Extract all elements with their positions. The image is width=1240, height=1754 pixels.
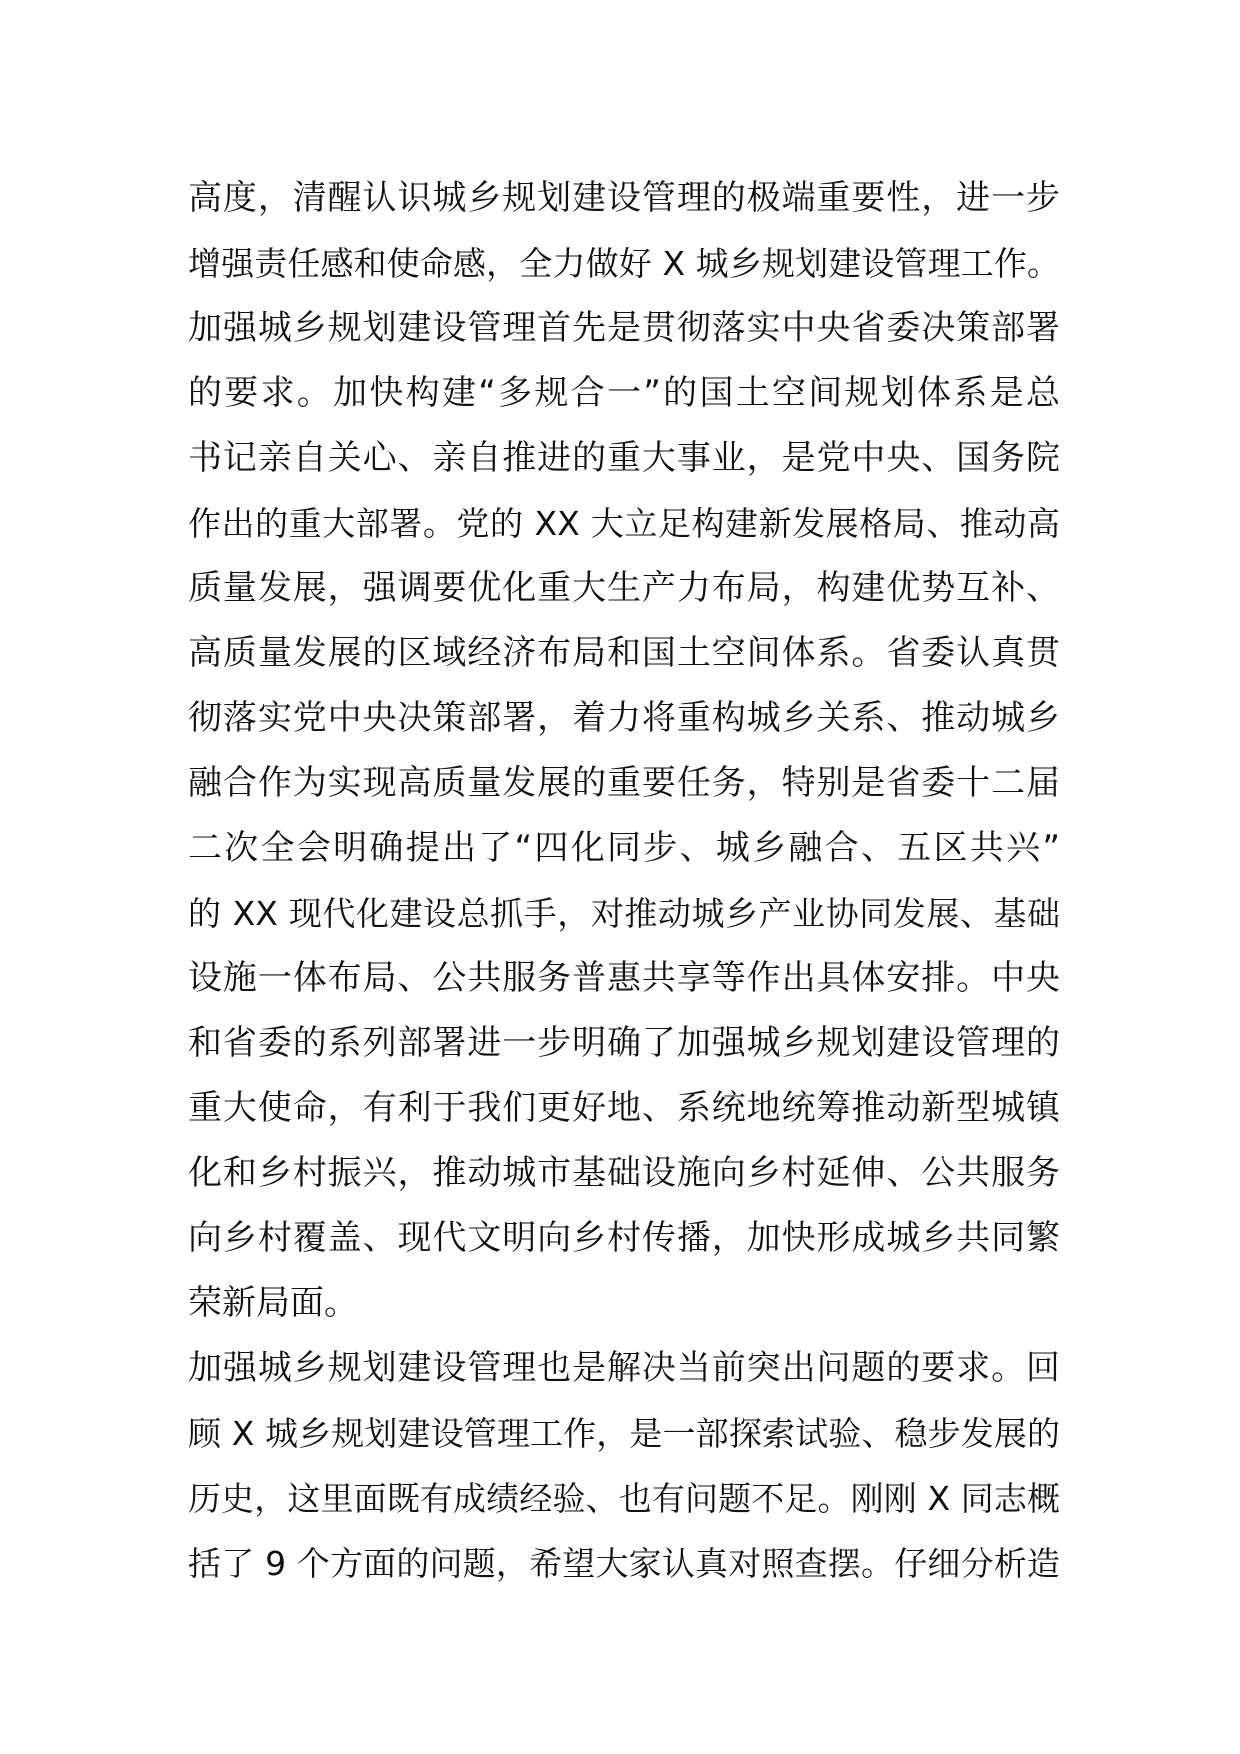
text-line: 高质量发展的区域经济布局和国土空间体系。省委认真贯 [188,633,1060,673]
text-line: 的 XX 现代化建设总抓手，对推动城乡产业协同发展、基础 [188,894,1060,933]
paragraph-1 [188,166,1060,296]
text-line: 设施一体布局、公共服务普惠共享等作出具体安排。中央 [188,958,1060,998]
text-line: 彻落实党中央决策部署，着力将重构城乡关系、推动城乡 [188,698,1060,738]
text-line: 荣新局面。 [188,1283,358,1323]
text-line: 增强责任感和使命感，全力做好 X 城乡规划建设管理工作。 [188,244,1060,283]
text-line: 重大使命，有利于我们更好地、系统地统筹推动新型城镇 [188,1088,1060,1128]
text-line: 向乡村覆盖、现代文明向乡村传播，加快形成城乡共同繁 [188,1218,1060,1258]
text-line: 质量发展，强调要优化重大生产力布局，构建优势互补、 [188,568,1060,608]
text-line: 顾 X 城乡规划建设管理工作，是一部探索试验、稳步发展的 [188,1414,1060,1453]
text-line: 书记亲自关心、亲自推进的重大事业，是党中央、国务院 [188,438,1060,478]
paragraph-2 [188,296,1060,1336]
text-line: 融合作为实现高质量发展的重要任务，特别是省委十二届 [188,763,1060,803]
text-line: 和省委的系列部署进一步明确了加强城乡规划建设管理的 [188,1023,1060,1063]
text-line: 加强城乡规划建设管理也是解决当前突出问题的要求。回 [188,1348,1060,1388]
text-line: 高度，清醒认识城乡规划建设管理的极端重要性，进一步 [188,178,1060,218]
text-line: 加强城乡规划建设管理首先是贯彻落实中央省委决策部署 [188,308,1060,348]
body-text [188,166,1060,1596]
text-line: 括了 9 个方面的问题，希望大家认真对照查摆。仔细分析造 [188,1544,1060,1583]
text-line: 二次全会明确提出了“四化同步、城乡融合、五区共兴” [188,828,1060,868]
text-line: 化和乡村振兴，推动城市基础设施向乡村延伸、公共服务 [188,1153,1060,1193]
text-line: 作出的重大部署。党的 XX 大立足构建新发展格局、推动高 [188,504,1060,543]
paragraph-3 [188,1336,1060,1596]
text-line: 历史，这里面既有成绩经验、也有问题不足。刚刚 X 同志概 [188,1479,1060,1518]
text-line: 的要求。加快构建“多规合一”的国土空间规划体系是总 [188,373,1060,413]
